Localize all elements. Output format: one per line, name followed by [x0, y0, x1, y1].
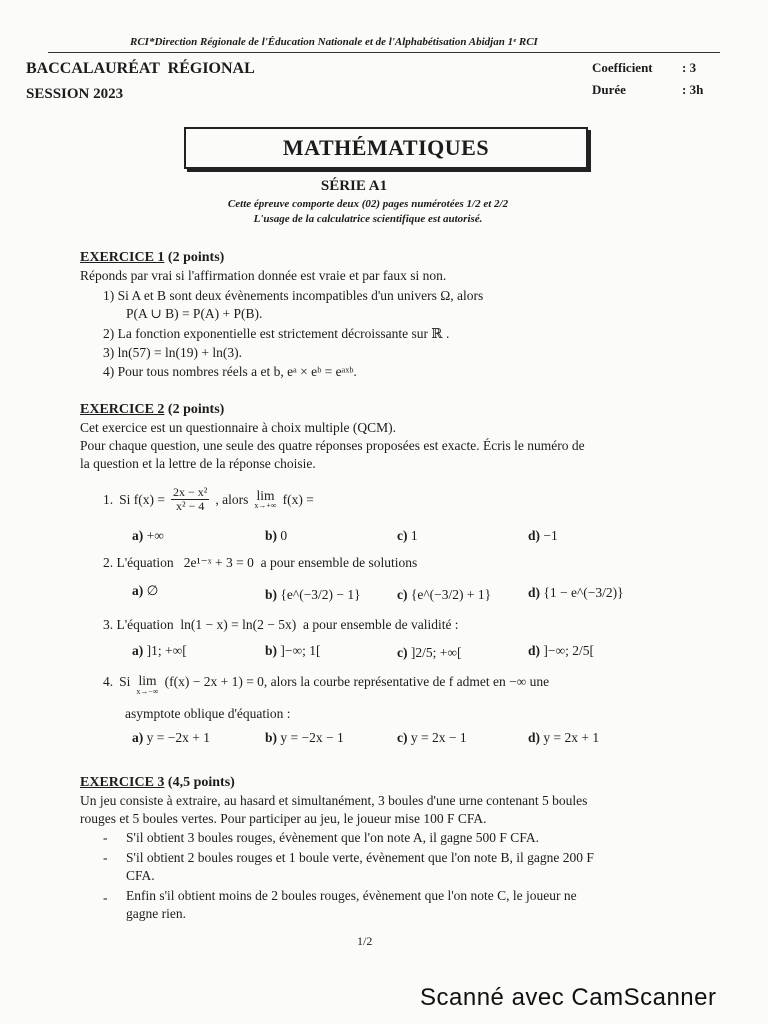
q1-option-c: c) 1	[397, 528, 418, 543]
q1-option-b: b) 0	[265, 528, 288, 543]
question-2-number: 2.	[103, 555, 114, 570]
series-title: SÉRIE A1	[320, 178, 388, 194]
q3-option-d: d) ]−∞; 2/5[	[528, 643, 594, 658]
bullet-dash: -	[103, 830, 108, 845]
bullet-dash: -	[103, 850, 108, 865]
note-pages: Cette épreuve comporte deux (02) pages numérotées 1/2 et 2/2	[227, 198, 509, 210]
q4-option-c: c) y = 2x − 1	[397, 730, 467, 745]
question-4-number: 4.	[103, 674, 114, 689]
exercise-1-intro: Réponds par vrai si l'affirmation donnée est vraie et par faux si non.	[80, 268, 447, 283]
question-1-pre: Si f(x) =	[119, 491, 165, 507]
exercise-1-item-3: 3) ln(57) = ln(19) + ln(3).	[103, 345, 242, 360]
q2-option-d: d) {1 − e^(−3/2)}	[528, 585, 624, 600]
q4-option-a: a) y = −2x + 1	[132, 730, 210, 745]
question-4-limit-sub: x→−∞	[136, 686, 159, 696]
exercise-2-label: EXERCICE 2	[80, 402, 165, 417]
q3-option-b: b) ]−∞; 1[	[265, 643, 321, 658]
question-3	[103, 617, 459, 633]
scanner-watermark: Scanné avec CamScanner	[420, 984, 717, 1011]
q1-option-a: a) +∞	[132, 528, 164, 543]
question-1-number: 1.	[103, 491, 114, 507]
exercise-1-item-1-formula: P(A ∪ B) = P(A) + P(B).	[126, 306, 263, 321]
question-1-limit: lim x→+∞	[254, 487, 277, 511]
exercise-3-intro-1: Un jeu consiste à extraire, au hasard et simultanément, 3 boules d'une urne contenant 5 boules	[80, 793, 588, 808]
exercise-2-title	[80, 402, 224, 418]
exam-name: BACCALAURÉAT RÉGIONAL	[26, 60, 255, 77]
page-number: 1/2	[357, 934, 373, 948]
subject-title: MATHÉMATIQUES	[184, 127, 588, 169]
q4-option-b: b) y = −2x − 1	[265, 730, 344, 745]
exercise-3-bullet-c-cont: gagne rien.	[126, 906, 186, 921]
coefficient-label: Coefficient	[592, 60, 653, 75]
question-1-limit-sub: x→+∞	[254, 501, 277, 511]
exercise-1-item-1: 1) Si A et B sont deux évènements incompatibles d'un univers Ω, alors	[103, 288, 484, 303]
exercise-2-intro-1: Cet exercice est un questionnaire à choix multiple (QCM).	[80, 420, 397, 435]
note-calculator: L'usage de la calculatrice scientifique est autorisé.	[253, 213, 483, 225]
question-3-text: L'équation ln(1 − x) = ln(2 − 5x) a pour ensemble de validité :	[116, 617, 459, 632]
exam-session: SESSION 2023	[26, 86, 124, 102]
q1-option-d: d) −1	[528, 528, 558, 543]
coefficient-value: : 3	[682, 60, 697, 75]
q3-option-a: a) ]1; +∞[	[132, 643, 187, 658]
exercise-3-label: EXERCICE 3	[80, 775, 165, 790]
question-2-text: L'équation 2e¹⁻ˣ + 3 = 0 a pour ensemble de solutions	[116, 555, 418, 570]
exercise-1-points: (2 points)	[167, 250, 225, 265]
question-2	[103, 555, 417, 571]
exercise-1-item-4: 4) Pour tous nombres réels a et b, eᵃ × eᵇ = eᵃˣᵇ.	[103, 364, 357, 379]
exercise-3-title	[80, 775, 235, 791]
question-1-numerator: 2x − x²	[172, 485, 208, 499]
question-1-fraction	[171, 486, 209, 513]
question-4-text-2: asymptote oblique d'équation :	[125, 706, 291, 721]
duration-value: : 3h	[682, 82, 704, 97]
exercise-3-bullet-b: S'il obtient 2 boules rouges et 1 boule verte, évènement que l'on note B, il gagne 200 F	[126, 850, 594, 865]
question-1-mid: , alors	[215, 491, 249, 507]
exercise-3-bullet-b-cont: CFA.	[126, 868, 155, 883]
q2-option-b: b) {e^(−3/2) − 1}	[265, 587, 361, 602]
exercise-3-bullet-a: S'il obtient 3 boules rouges, évènement que l'on note A, il gagne 500 F CFA.	[126, 830, 539, 845]
bullet-dash: -	[103, 890, 108, 905]
question-4-pre: Si	[119, 674, 131, 689]
exercise-3-points: (4,5 points)	[167, 775, 235, 790]
q2-option-a: a) ∅	[132, 583, 159, 598]
question-4-limit: lim x→−∞	[136, 673, 159, 696]
exercise-3-intro-2: rouges et 5 boules vertes. Pour participer au jeu, le joueur mise 100 F CFA.	[80, 811, 487, 826]
question-1-post: f(x) =	[282, 491, 314, 507]
exercise-1-title	[80, 250, 224, 266]
q3-option-c: c) ]2/5; +∞[	[397, 645, 462, 660]
question-4	[103, 674, 549, 696]
exercise-1-item-2: 2) La fonction exponentielle est strictement décroissante sur ℝ .	[103, 326, 450, 341]
q2-option-c: c) {e^(−3/2) + 1}	[397, 587, 492, 602]
exercise-2-points: (2 points)	[167, 402, 225, 417]
exercise-2-intro-3: la question et la lettre de la réponse choisie.	[80, 456, 316, 471]
exercise-1-label: EXERCICE 1	[80, 250, 165, 265]
duration-label: Durée	[592, 82, 626, 97]
institution-line: RCI*Direction Régionale de l'Éducation Nationale et de l'Alphabétisation Abidjan 1ᵉ RCI	[130, 36, 538, 48]
exercise-3-bullet-c: Enfin s'il obtient moins de 2 boules rouges, évènement que l'on note C, le joueur ne	[126, 888, 577, 903]
exercise-2-intro-2: Pour chaque question, une seule des quatre réponses proposées est exacte. Écris le numéro de	[80, 438, 585, 453]
question-1	[103, 486, 314, 513]
question-1-denominator: x² − 4	[175, 499, 205, 514]
question-4-text: (f(x) − 2x + 1) = 0, alors la courbe représentative de f admet en −∞ une	[164, 674, 550, 689]
header-rule	[48, 52, 720, 53]
question-3-number: 3.	[103, 617, 114, 632]
q4-option-d: d) y = 2x + 1	[528, 730, 600, 745]
